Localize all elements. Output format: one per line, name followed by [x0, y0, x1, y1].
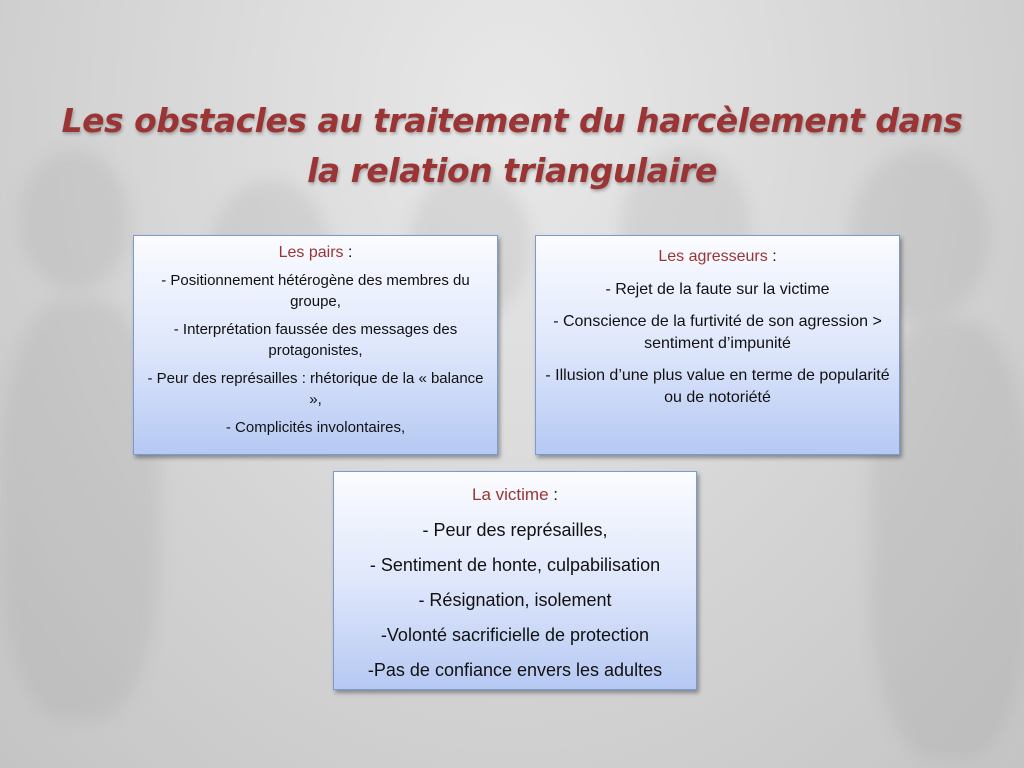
victime-item: - Peur des représailles,	[422, 520, 608, 540]
pairs-item: - Complicités involontaires,	[225, 419, 406, 436]
pairs-heading	[142, 242, 489, 263]
pairs-item: - Peur des représailles : rhétorique de la « balance »,	[147, 370, 484, 408]
agresseurs-heading	[544, 246, 891, 268]
agresseurs-item: - Conscience de la furtivité de son agression > sentiment d’impunité	[553, 313, 882, 352]
victime-item: -Volonté sacrificielle de protection	[380, 625, 650, 645]
agresseurs-heading-colon: :	[767, 248, 777, 265]
pairs-heading-label: Les pairs	[278, 244, 344, 261]
victime-item: - Sentiment de honte, culpabilisation	[369, 555, 661, 575]
victime-heading	[340, 483, 690, 507]
agresseurs-heading-label: Les agresseurs	[658, 248, 768, 265]
slide-title: Les obstacles au traitement du harcèlement dans la relation triangulaire	[61, 101, 963, 190]
victime-heading-label: La victime	[472, 485, 549, 504]
agresseurs-box	[535, 235, 900, 455]
agresseurs-item: - Rejet de la faute sur la victime	[605, 281, 830, 298]
victime-heading-colon: :	[548, 485, 558, 504]
agresseurs-item: - Illusion d’une plus value en terme de popularité ou de notoriété	[545, 367, 890, 406]
victime-item: -Pas de confiance envers les adultes	[367, 660, 663, 680]
pairs-item: - Positionnement hétérogène des membres du groupe,	[161, 272, 470, 310]
victime-item: - Résignation, isolement	[418, 590, 612, 610]
pairs-box	[133, 235, 498, 455]
pairs-item: - Interprétation faussée des messages des protagonistes,	[173, 321, 458, 359]
victime-box	[333, 471, 697, 690]
pairs-heading-colon: :	[343, 244, 353, 261]
